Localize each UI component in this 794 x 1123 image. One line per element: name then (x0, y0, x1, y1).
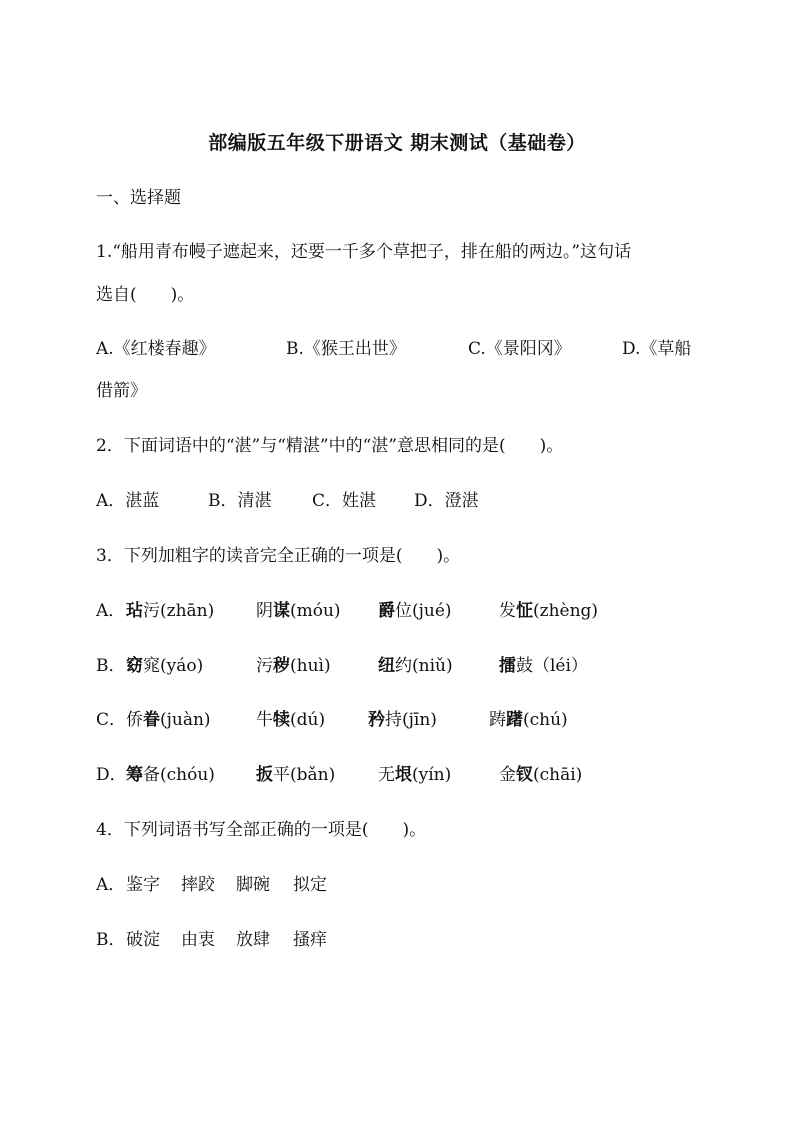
option-d: D.《草船 (622, 339, 692, 359)
question-1-option-d-cont: 借箭》 (96, 381, 147, 401)
word: 筹备(chóu) (126, 765, 215, 785)
option-label: C． (96, 710, 127, 730)
word: 金钗(chāi) (499, 765, 583, 785)
page-title: 部编版五年级下册语文 期末测试（基础卷） (208, 132, 586, 154)
word: 爵位(jué) (378, 601, 452, 621)
option-label: B． (96, 930, 126, 950)
word: 踌躇(chú) (489, 710, 568, 730)
word: 污秽(huì) (256, 656, 331, 676)
option-label: A． (96, 601, 126, 621)
option-a: A．湛蓝 (96, 491, 160, 511)
question-4-text: 4．下列词语书写全部正确的一项是( )。 (96, 820, 427, 840)
section-heading: 一、选择题 (96, 188, 181, 208)
question-3-text: 3．下列加粗字的读音完全正确的一项是( )。 (96, 546, 461, 566)
word: 窈窕(yáo) (126, 656, 204, 676)
word: 矜持(jīn) (368, 710, 437, 730)
word: 搔痒 (293, 930, 327, 950)
word: 摔跤 (181, 875, 215, 895)
option-b: B．清湛 (208, 491, 272, 511)
option-b: B.《猴王出世》 (286, 339, 406, 359)
option-label: D． (96, 765, 127, 785)
option-c: C.《景阳冈》 (468, 339, 571, 359)
question-1-text-cont: 选自( )。 (96, 285, 195, 305)
word: 玷污(zhān) (126, 601, 215, 621)
option-c: C．姓湛 (312, 491, 377, 511)
word: 侨眷(juàn) (126, 710, 211, 730)
option-a: A.《红楼春趣》 (96, 339, 216, 359)
question-1-text: 1.“船用青布幔子遮起来，还要一千多个草把子，排在船的两边。”这句话 (96, 242, 632, 262)
word: 破淀 (126, 930, 160, 950)
option-label: B． (96, 656, 126, 676)
question-2-text: 2．下面词语中的“湛”与“精湛”中的“湛”意思相同的是( )。 (96, 436, 564, 456)
word: 由衷 (181, 930, 215, 950)
word: 纽约(niǔ) (378, 656, 453, 676)
word: 发怔(zhèng) (499, 601, 599, 621)
word: 无垠(yín) (378, 765, 452, 785)
word: 擂鼓（léi） (499, 656, 588, 676)
option-label: A． (96, 875, 126, 895)
word: 扳平(bǎn) (256, 765, 336, 785)
word: 放肆 (236, 930, 270, 950)
word: 拟定 (293, 875, 327, 895)
word: 阴谋(móu) (256, 601, 341, 621)
option-d: D．澄湛 (414, 491, 479, 511)
word: 脚碗 (236, 875, 270, 895)
word: 牛犊(dú) (256, 710, 326, 730)
word: 鉴字 (126, 875, 160, 895)
